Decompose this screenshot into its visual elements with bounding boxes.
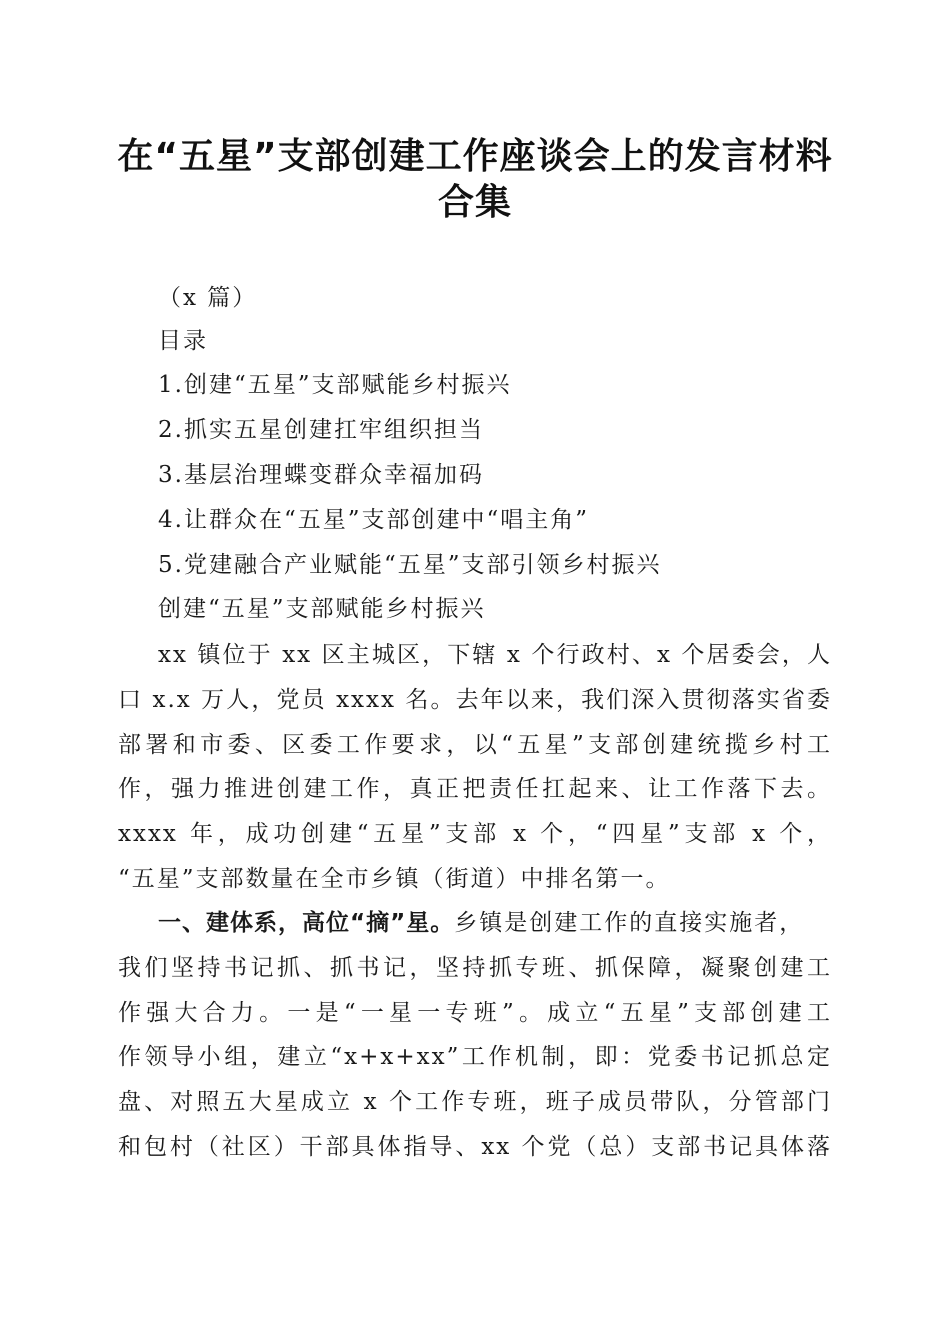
title-line-1: 在“五星”支部创建工作座谈会上的发言材料: [117, 136, 833, 177]
toc-item: 2.抓实五星创建扛牢组织担当: [158, 417, 484, 443]
paragraph-line: [158, 908, 832, 938]
document-title: [100, 134, 850, 226]
section-title: 创建“五星”支部赋能乡村振兴: [158, 596, 486, 622]
paragraph-line: 作强大合力。一是“一星一专班”。成立“五星”支部创建工: [118, 1000, 832, 1026]
paragraph-line: 盘、对照五大星成立 x 个工作专班，班子成员带队，分管部门: [118, 1089, 832, 1115]
toc-item: 5.党建融合产业赋能“五星”支部引领乡村振兴: [158, 552, 662, 578]
subsection-heading: 一、建体系，高位“摘”星。: [158, 910, 455, 936]
paragraph-line: 和包村（社区）干部具体指导、xx 个党（总）支部书记具体落: [118, 1134, 832, 1160]
count-note: （x 篇）: [158, 285, 258, 311]
paragraph-line: 作，强力推进创建工作，真正把责任扛起来、让工作落下去。: [118, 776, 832, 802]
toc-item: 4.让群众在“五星”支部创建中“唱主角”: [158, 507, 589, 533]
paragraph-line: 作领导小组，建立“x+x+xx”工作机制，即：党委书记抓总定: [118, 1044, 832, 1070]
paragraph-line: 我们坚持书记抓、抓书记，坚持抓专班、抓保障，凝聚创建工: [118, 955, 832, 981]
paragraph-line: xx 镇位于 xx 区主城区，下辖 x 个行政村、x 个居委会，人: [158, 642, 832, 668]
toc-item: 1.创建“五星”支部赋能乡村振兴: [158, 372, 512, 398]
paragraph-line: 部署和市委、区委工作要求，以“五星”支部创建统揽乡村工: [118, 732, 832, 758]
paragraph-text: 乡镇是创建工作的直接实施者，: [454, 910, 805, 936]
toc-heading: 目录: [158, 328, 208, 354]
paragraph-line: xxxx 年，成功创建“五星”支部 x 个，“四星”支部 x 个，: [118, 821, 832, 847]
paragraph-line: 口 x.x 万人，党员 xxxx 名。去年以来，我们深入贯彻落实省委: [118, 687, 832, 713]
title-line-2: 合集: [437, 182, 512, 223]
toc-item: 3.基层治理蝶变群众幸福加码: [158, 462, 484, 488]
paragraph-line: “五星”支部数量在全市乡镇（街道）中排名第一。: [118, 866, 671, 892]
